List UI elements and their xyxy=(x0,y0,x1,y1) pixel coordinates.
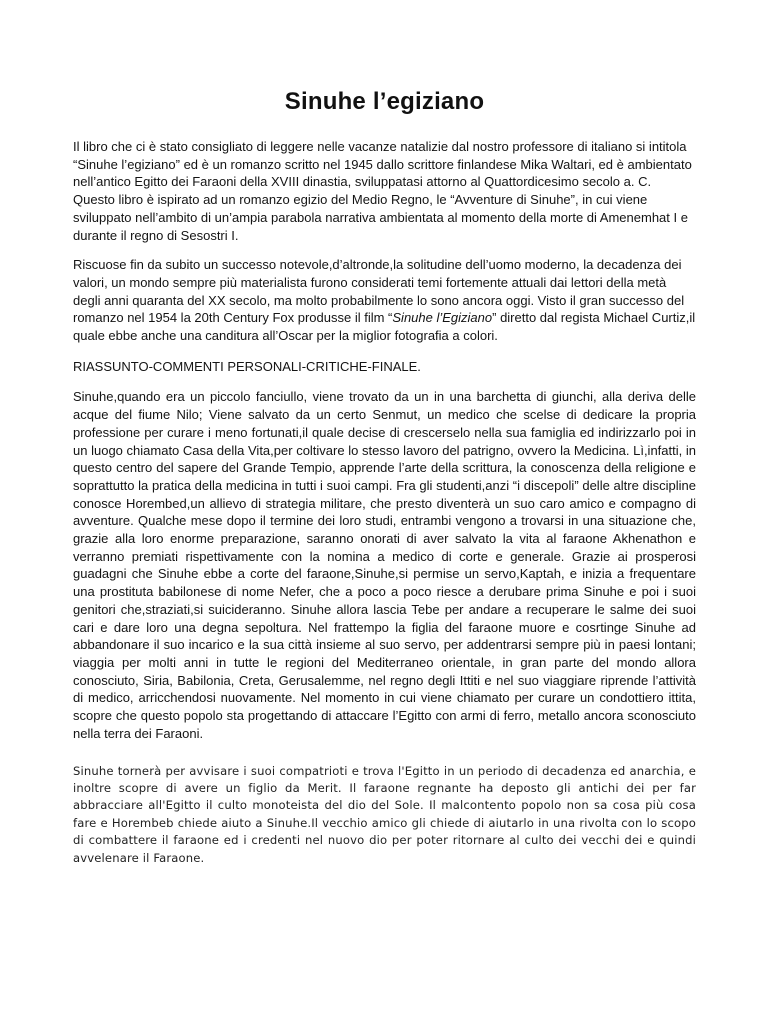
document-title: Sinuhe l’egiziano xyxy=(284,88,485,115)
section-heading: RIASSUNTO-COMMENTI PERSONALI-CRITICHE-FINALE. xyxy=(73,358,421,374)
ending-paragraph: Sinuhe tornerà per avvisare i suoi compatrioti e trova l'Egitto in un periodo di decadenza ed anarchia, e inoltre scopre di avere un figlio da Merit. Il faraone regnante ha deposto gli antichi dei per far abbracciare all'Egitto il culto monoteista del dio del Sole. Il malcontento popolo non sa cosa più cosa fare e Horembeb chiede aiuto a Sinuhe.Il vecchio amico gli chiede di aiutarlo in una rivolta con lo scopo di combattere il faraone ed i credenti nel nuovo dio per poter ritornare al culto dei vecchi dei e quindi avvelenare il Faraone. xyxy=(73,763,696,865)
success-paragraph xyxy=(73,256,696,345)
success-paragraph-text-end: ” diretto dal regista Michael Curtiz,il quale ebbe anche una canditura all’Oscar per la miglior fotografia a colori. xyxy=(73,310,696,344)
success-paragraph-text: Riscuose fin da subito un successo notevole,d’altronde,la solitudine dell’uomo moderno, la decadenza dei valori, un mondo sempre più materialista furono considerati temi fortemente attuali dai lettori della metà degli anni quaranta del XX secolo, ma molto probabilmente lo sono ancora oggi. Visto il gran successo del romanzo nel 1954 la 20th Century Fox produsse il film “ xyxy=(73,257,685,326)
intro-paragraph: Il libro che ci è stato consigliato di leggere nelle vacanze natalizie dal nostro professore di italiano si intitola “Sinuhe l’egiziano” ed è un romanzo scritto nel 1945 dallo scrittore finlandese Mika Waltari, ed è ambientato nell’antico Egitto dei Faraoni della XVIII dinastia, sviluppatasi attorno al Quattordicesimo secolo a. C. Questo libro è ispirato ad un romanzo egizio del Medio Regno, le “Avventure di Sinuhe”, in cui viene sviluppato nell’ambito di un’ampia parabola narrativa ambientata al momento della morte di Amenemhat I e durante il regno di Sesostri I. xyxy=(73,139,692,243)
film-title: Sinuhe l’Egiziano xyxy=(392,310,493,326)
summary-paragraph: Sinuhe,quando era un piccolo fanciullo, viene trovato da un in una barchetta di giunchi, alla deriva delle acque del fiume Nilo; Viene salvato da un certo Senmut, un medico che scelse di dedicare la propria professione per curare i meno fortunati,il quale decise di crescerselo nella sua famiglia ed indirizzarlo poi in un luogo chiamato Casa della Vita,per coltivare lo stesso lavoro del patrigno, ovvero la Medicina. Lì,infatti, in questo centro del sapere del Grande Tempio, apprende l’arte della scrittura, la conoscenza della religione e soprattutto la pratica della medicina in tutti i suoi campi. Fra gli studenti,anzi “i discepoli” delle altre discipline conosce Horembed,un allievo di strategia militare, che presto diventerà un suo caro amico e compagno di avventure. Qualche mese dopo il termine dei loro studi, entrambi vengono a trovarsi in una situazione che, grazie alla loro enorme preparazione, saranno onorati di aver salvato la vita al faraone Akhenathon e verranno premiati rispettivamente con la nomina a medico di corte e generale. Grazie ai prosperosi guadagni che Sinuhe ebbe a corte del faraone,Sinuhe,si permise un servo,Kaptah, e inizia a frequentare una prostituta babilonese di nome Nefer, che a poco a poco riesce a derubare prima Sinuhe e poi i suoi genitori che,straziati,si suicideranno. Sinuhe allora lascia Tebe per andare a recuperare le salme dei suoi cari e dare loro una degna sepoltura. Nel frattempo la figlia del faraone muore e cosrtinge Sinuhe ad abbandonare il suo incarico e la sua città insieme al suo servo, per addentrarsi sempre più in paesi lontani; viaggia per molti anni in tutte le regioni del Mediterraneo orientale, in gran parte del mondo allora conosciuto, Siria, Babilonia, Creta, Gerusalemme, nel regno degli Ittiti e nel suo viaggiare riprende l’attività di medico, arricchendosi nuovamente. Nel momento in cui viene chiamato per curare un condottiero ittita, scopre che questo popolo sta progettando di attaccare l’Egitto con armi di ferro, metallo ancora sconosciuto nella terra dei Faraoni. xyxy=(73,389,696,741)
